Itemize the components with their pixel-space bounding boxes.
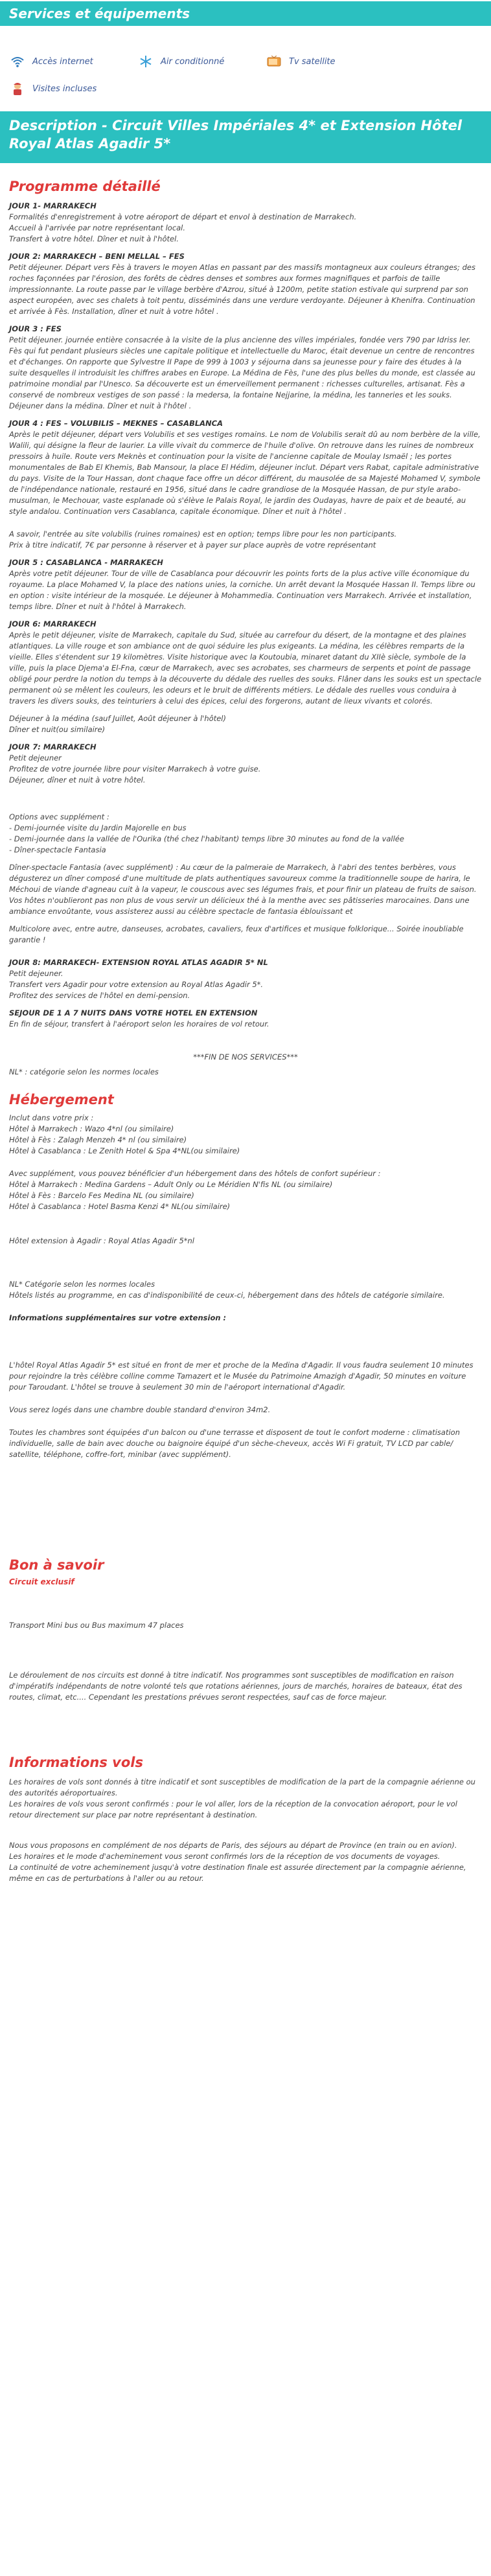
service-label: Tv satellite [289, 56, 336, 67]
service-item [9, 54, 93, 69]
fantasia-text: Dîner-spectacle Fantasia (avec supplément) : Au cœur de la palmeraie de Marrakech, à l'abri des tentes berbères, vous dégusterez un dîner composé d'une multitude de plats authentiques savoureux comme la traditionnelle soupe de harira, le Méchoui de viande d'agneau cuit à la vapeur, le couscous avec ses légumes frais, et pour finir un plateau de fruits de saison. Vos hôtes n'oublieront pas non plus de vous servir un délicieux thé à la menthe avec ses pâtisseries marocaines. Dans une ambiance envoûtante, vous assisterez aussi au célèbre spectacle de fantasia éblouissant et [9, 863, 477, 916]
options-list: Options avec supplément : - Demi-journée visite du Jardin Majorelle en bus - Demi-journée dans la vallée de l'Ourika (thé chez l'habitant) temps libre 30 minutes au fond de la vallée - Dîner-spectacle Fantasia [9, 812, 404, 854]
snowflake-icon [137, 54, 154, 69]
hebergement-title: Hébergement [9, 1092, 114, 1107]
guide-icon [9, 82, 26, 96]
day-title: JOUR 6: MARRAKECH [9, 619, 97, 628]
service-label: Visites incluses [32, 83, 97, 94]
transport-text: Transport Mini bus ou Bus maximum 47 places [9, 1621, 184, 1630]
room-equipment: Toutes les chambres sont équipées d'un balcon ou d'une terrasse et disposent de tout le confort moderne : climatisation individuelle, salle de bain avec douche ou baignoire équipé d'un sèche-cheveux, accès Wi Fi gratuit, TV LCD par cable/ satellite, téléphone, coffre-fort, minibar (avec supplément). [9, 1428, 460, 1459]
circuit-exclusif: Circuit exclusif [9, 1577, 74, 1586]
day-text: Après le petit déjeuner, visite de Marrakech, capitale du Sud, située au carrefour du désert, de la montagne et des plaines atlantiques. La ville rouge et son ambiance ont de quoi séduire les plus exigeants. La médina, les célèbres remparts de la vieille. Elles s'étendent sur 19 kilomètres. Visite historique avec la Koutoubia, minaret datant du XIIè siècle, symbole de la ville, puis la place Djema'a El-Fna, cœur de Marrakech, avec ses acrobates, ses charmeurs de serpents et point de passage obligé pour perdre la notion du temps à la découverte du dédale des ruelles des souks. Flâner dans les souks est un spectacle permanent où se mêlent les couleurs, les odeurs et le bruit de différents métiers. Le dédale des ruelles vous conduira à travers les divers souks, des teinturiers à celui des épices, celui des forgerons, autant de lieux vivants et colorés. [9, 630, 482, 705]
day-title: JOUR 5 : CASABLANCA - MARRAKECH [9, 558, 163, 567]
description-header: Description - Circuit Villes Impériales 4* et Extension Hôtel Royal Atlas Agadir 5* [0, 111, 491, 163]
day-text: Formalités d'enregistrement à votre aéroport de départ et envol à destination de Marrakech. Accueil à l'arrivée par notre représentant local. Transfert à votre hôtel. Dîner et nuit à l'hôtel. [9, 212, 357, 243]
wifi-icon [9, 54, 26, 69]
day-title: JOUR 2: MARRAKECH – BENI MELLAL – FES [9, 252, 185, 261]
service-label: Air conditionné [161, 56, 225, 67]
services-header: Services et équipements [0, 1, 491, 26]
day-title: JOUR 8: MARRAKECH- EXTENSION ROYAL ATLAS AGADIR 5* NL [9, 958, 268, 967]
service-item [9, 82, 97, 96]
vols-text-1: Les horaires de vols sont donnés à titre indicatif et sont susceptibles de modification de la part de la compagnie aérienne ou des autorités aéroportuaires. Les horaires de vols vous seront confirmés : pour le vol aller, lors de la réception de la convocation aéroport, pour le vol retour directement sur place par notre représentant à destination. [9, 1777, 475, 1819]
day-title: JOUR 1- MARRAKECH [9, 201, 97, 210]
nl-text: NL* Catégorie selon les normes locales Hôtels listés au programme, en cas d'indisponibilité de ceux-ci, hébergement dans des hôtels de catégorie similaire. [9, 1280, 445, 1300]
day-text: Après votre petit déjeuner. Tour de ville de Casablanca pour découvrir les points forts de la plus active ville économique du royaume. La place Mohamed V, la place des nations unies, la corniche. Un arrêt devant la Mosquée Hassan II. Temps libre ou en option : visite intérieur de la mosquée. Le déjeuner à Mohammedia. Continuation vers Marrakech. Arrivée et installation, temps libre. Dîner et nuit à l'hôtel à Marrakech. [9, 569, 475, 611]
room-desc: Vous serez logés dans une chambre double standard d'environ 34m2. [9, 1405, 271, 1414]
vols-text-2: Nous vous proposons en complément de nos départs de Paris, des séjours au départ de Province (en train ou en avion). Les horaires et le mode d'acheminement vous seront confirmés lors de la réception de vos documents de voyages. La continuité de votre acheminement jusqu'à votre destination finale est assurée directement par la compagnie aérienne, même en cas de perturbations à l'aller ou au retour. [9, 1841, 466, 1883]
day-text: Après le petit déjeuner, départ vers Volubilis et ses vestiges romains. Le nom de Volubilis serait dû au nom berbère de la ville, Walili, qui désigne la fleur de laurier. La ville vivait du commerce de l'huile d'olive. On retrouve dans les ruines de nombreux pressoirs à huile. Route vers Meknès et continuation pour la visite de l'ancienne capitale de Moulay Ismaël ; les portes monumentales de Bab El Khemis, Bab Mansour, la place El Hédim, déjeuner inclut. Départ vers Rabat, capitale administrative du pays. Visite de la Tour Hassan, dont chaque face offre un décor différent, du mausolée de sa Majesté Mohamed V, symbole de l'indépendance nationale, restauré en 1956, situé dans le cadre grandiose de la Mosquée Hassan, de pur style arabo-musulman, le Mechouar, vaste esplanade où s'élève le Palais Royal, le jardin des Oudayas, havre de paix et de beauté, au style andalou. Continuation vers Casablanca, capitale économique. Dîner et nuit à l'hôtel . [9, 430, 481, 516]
bon-a-savoir-title: Bon à savoir [9, 1557, 104, 1573]
day-title: JOUR 4 : FES – VOLUBILIS – MEKNES – CASABLANCA [9, 419, 223, 428]
service-label: Accès internet [32, 56, 93, 67]
informations-vols-content [0, 1777, 491, 1884]
hotel-extension: Hôtel extension à Agadir : Royal Atlas Agadir 5*nl [9, 1236, 195, 1245]
service-item [137, 54, 224, 69]
bon-a-savoir-content [0, 1577, 491, 1703]
royal-atlas-desc: L'hôtel Royal Atlas Agadir 5* est situé en front de mer et proche de la Medina d'Agadir. Il vous faudra seulement 10 minutes pour rejoindre la très célèbre colline comme Tamazert et le Musée du Patrimoine Amazigh d'Agadir, 50 minutes en voiture pour Taroudant. L'hôtel se trouve à seulement 30 min de l'aéroport international d'Agadir. [9, 1360, 474, 1392]
day-text: Petit dejeuner. Transfert vers Agadir pour votre extension au Royal Atlas Agadir 5*. Profitez des services de l'hôtel en demi-pension. [9, 969, 264, 1000]
nl-note: NL* : catégorie selon les normes locales [9, 1067, 159, 1076]
hotel-list-superior: Avec supplément, vous pouvez bénéficier d'un hébergement dans des hôtels de confort supérieur : Hôtel à Marrakech : Medina Gardens – Adult Only ou Le Méridien N'fis NL (ou similaire) Hôtel à Fès : Barcelo Fes Medina NL (ou similaire) Hôtel à Casablanca : Hotel Basma Kenzi 4* NL(ou similaire) [9, 1169, 381, 1211]
sejour-title: SEJOUR DE 1 A 7 NUITS DANS VOTRE HOTEL EN EXTENSION [9, 1008, 258, 1017]
volubilis-note: A savoir, l'entrée au site volubilis (ruines romaines) est en option; temps libre pour les non participants. Prix à titre indicatif, 7€ par personne à réserver et à payer sur place auprès de votre représentant [9, 529, 397, 550]
informations-vols-title: Informations vols [9, 1755, 143, 1770]
extension-info-title: Informations supplémentaires sur votre extension : [9, 1313, 227, 1322]
programme-content [0, 201, 491, 1078]
multicolore-text: Multicolore avec, entre autre, danseuses, acrobates, cavaliers, feux d'artifices et musique folklorique... Soirée inoubliable garantie ! [9, 924, 464, 944]
day-text: Petit déjeuner. Départ vers Fès à travers le moyen Atlas en passant par des massifs montagneux aux couleurs étranges; des roches façonnées par l'érosion, des forêts de cèdres denses et sombres aux formes magnifiques et parfois de taille impressionnante. La route passe par le village berbère d'Azrou, situé à 1200m, petite station estivale qui surprend par son aspect européen, avec ses chalets à toit pentu, disséminés dans une verdure verdoyante. Déjeuner à Khenifra. Continuation et arrivée à Fès. Installation, dîner et nuit à votre hôtel . [9, 263, 475, 316]
tv-icon [266, 54, 282, 69]
sejour-text: En fin de séjour, transfert à l'aéroport selon les horaires de vol retour. [9, 1019, 269, 1028]
day-title: JOUR 3 : FES [9, 324, 62, 333]
hebergement-content [0, 1113, 491, 1460]
service-item [266, 54, 336, 69]
end-services: ***FIN DE NOS SERVICES*** [193, 1052, 298, 1061]
day-title: JOUR 7: MARRAKECH [9, 742, 97, 751]
day-text: Petit dejeuner Profitez de votre journée libre pour visiter Marrakech à votre guise. Déjeuner, dîner et nuit à votre hôtel. [9, 753, 261, 784]
programme-title: Programme détaillé [9, 179, 161, 194]
services-list [0, 26, 491, 111]
hotel-list-included: Inclut dans votre prix : Hôtel à Marrakech : Wazo 4*nl (ou similaire) Hôtel à Fès : Zalagh Menzeh 4* nl (ou similaire) Hôtel à Casablanca : Le Zenith Hotel & Spa 4*NL(ou similaire) [9, 1113, 240, 1155]
day-text: Petit déjeuner. journée entière consacrée à la visite de la plus ancienne des villes impériales, fondée vers 790 par Idriss Ier. Fès qui fut pendant plusieurs siècles une capitale politique et intellectuelle du Maroc, était devenue un centre de rencontres et d'échanges. On rapporte que Sylvestre II Pape de 999 à 1003 y séjourna dans sa jeunesse pour y faire des études à la suite desquelles il introduisit les chiffres arabes en Europe. La Médina de Fès, l'une des plus belles du monde, est classée au patrimoine mondial par l'Unesco. Sa découverte est un émerveillement permanent : richesses culturelles, artisanat. Fès a conservé de nombreux vestiges de son passé : la medersa, la fontaine Nejjarine, la médina, les tanneries et les souks. Déjeuner dans la médina. Dîner et nuit à l'hôtel . [9, 335, 475, 410]
day-extra: Déjeuner à la médina (sauf Juillet, Août déjeuner à l'hôtel) Dîner et nuit(ou similaire) [9, 714, 226, 734]
deroulement-text: Le déroulement de nos circuits est donné à titre indicatif. Nos programmes sont susceptibles de modification en raison d'impératifs indépendants de notre volonté tels que rotations aériennes, jours de marchés, horaires de bateaux, état des routes, climat, etc.... Cependant les prestations prévues seront respectées, sauf cas de force majeur. [9, 1671, 462, 1702]
